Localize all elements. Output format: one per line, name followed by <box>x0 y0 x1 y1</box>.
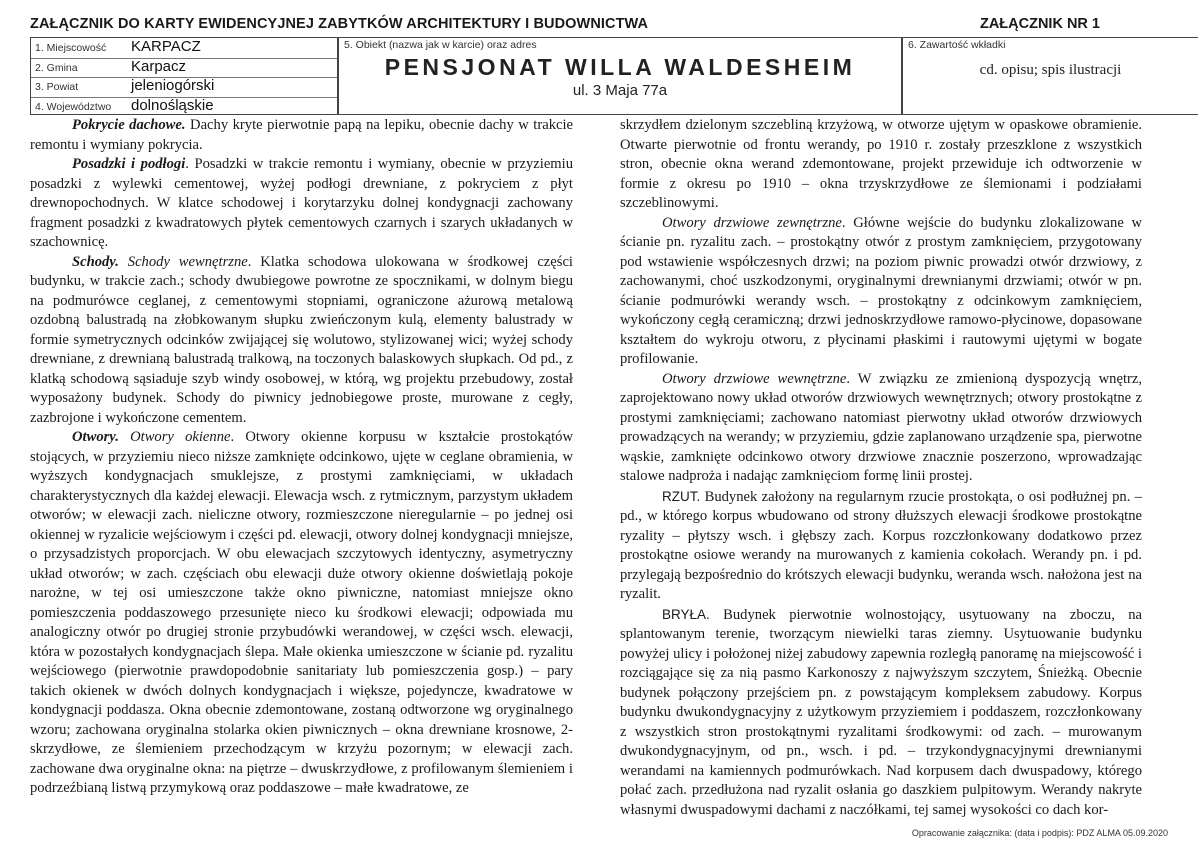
location-row-gmina <box>31 58 337 79</box>
location-row-powiat <box>31 77 337 98</box>
text-plan: Budynek założony na regularnym rzucie prostokąta, o osi podłużnej pn. –pd., w którego korpus wbudowano od strony dłuższych elewacji środkowe prostokątne ryzality – płytszy wsch. i głębszy zach. Korpus rozczłonkowany dodatkowo przez prostokątne osiowe werandy na murowanych z kamienia cokołach. Werandy pn. i pd. przylegają bezpośrednio do krótszych elewacji budynku, weranda wsch. nałożona jest na ryzalit. <box>620 488 1142 602</box>
wojewodztwo-value: dolnośląskie <box>131 96 214 114</box>
text-windows-cont: skrzydłem dzielonym szczebliną krzyżową, w otworze ujętym w opaskowe obramienie. Otwarte pierwotnie od frontu werandy, po 1910 r. zostały przeszklone z wszystkich stron, obecnie okna werand zdemontowane, projekt przewiduje ich odtworzenie w formie z okresu po 1910 – okna trzyskrzydłowe ze ślemionami i podziałami szczeblinowymi. <box>620 117 1142 211</box>
subheading-int-doors: Otwory drzwiowe wewnętrzne <box>662 370 847 387</box>
heading-openings: Otwory. <box>72 429 119 445</box>
text-column-right <box>620 116 1142 820</box>
gmina-label: 2. Gmina <box>35 61 78 74</box>
object-name: PENSJONAT WILLA WALDESHEIM <box>384 54 856 80</box>
text-windows: . Otwory okienne korpusu w kształcie prostokątów stojących, w przyziemiu nieco niższe zamknięte odcinkowo, ujęte w ceglane obramienia, w wyższych kondygnacjach smuklejsze, z prostymi zamknięciami, w układach charakterystycznych dla każdej elewacji. Elewacja wsch. z rytmicznym, parzystym układem otworów; w elewacji zach. nieliczne otwory, rozmieszczone nieregularnie – po jednej osi okiennej w ryzalicie wejściowym i części pd. elewacji, otwory dolnej kondygnacji mniejsze, o przysadzistych proporcjach. W obu elewacjach szczytowych identyczny, asymetryczny układ otworów; w zach. częściach obu elewacji duże otwory okienne doświetlają pokoje narożne, w tej osi umieszczone także okno piwniczne, natomiast mniejsze okno pomieszczenia poddaszowego przesunięte nieco ku środkowi elewacji; odpowiada mu analogiczny otwór po drugiej stronie przybudówki werandowej, w części wsch. elewacji, która w pozostałych kondygnacjach ślepa. Małe okienka umieszczone w ścianie pd. ryzalitu wejściowego (pierwotnie prawdopodobnie sanitariaty lub pomieszczenia gosp.) – pary takich okienek w dwóch dolnych kondygnacjach i większe, pojedyncze, kwadratowe w kondygnacji poddasza. Okna obecnie zdemontowane, zostaną odtworzone wg oryginalnego wzoru; zachowana oryginalna stolarka okien piwnicznych – okna drewniane krosnowe, 2-skrzydłowe, ze ślemieniem przechodzącym w krzyżu pozornym; w elewacji zach. zachowane dwa oryginalne okna: na piętrze – dwuskrzydłowe, z profilowanym ślemieniem i podrzeźbianą listwą przymykową oraz poddaszowe – małe kwadratowe, ze <box>30 429 573 796</box>
paragraph-openings <box>30 428 573 799</box>
paragraph-int-doors <box>620 370 1142 487</box>
text-floors: . Posadzki w trakcie remontu i wymiany, obecnie w przyziemiu posadzki z wylewki cementowej, wyżej podłogi drewniane, z pokryciem z płyt drewnopochodnych. W klatce schodowej i korytarzyku dolnej kondygnacji zachowany fragment posadzki z kwadratowych płytek cementowych czarnych i szarych układanych w szachownicę. <box>30 156 573 250</box>
subheading-stairs: Schody wewnętrzne <box>118 253 248 270</box>
paragraph-floors <box>30 155 573 253</box>
text-column-left <box>30 116 573 799</box>
paragraph-windows-cont <box>620 116 1142 214</box>
paragraph-roofing <box>30 116 573 155</box>
contents-box <box>902 37 1198 115</box>
miejscowosc-value: KARPACZ <box>131 38 201 55</box>
powiat-label: 3. Powiat <box>35 81 79 93</box>
text-int-doors: . W związku ze zmienioną dyspozycją wnętrz, zaprojektowano nowy układ otworów drzwiowych wewnętrznych; otwory prostokątne z prostymi zamknięciami; zachowano natomiast pierwotny układ otworów drzwiowych prowadzących na werandy; w przyziemiu, gdzie zaplanowano urządzenie spa, pierwotne wąskie, zamknięte odcinkowo otwory drzwiowe znacznie poszerzono, wprowadzając stalowe nadproża i nadając zamknięciom formę linii prostej. <box>620 370 1142 484</box>
paragraph-plan <box>620 487 1142 605</box>
subheading-ext-doors: Otwory drzwiowe zewnętrzne <box>662 214 842 231</box>
heading-massing: BRYŁA. <box>662 606 710 622</box>
paragraph-ext-doors <box>620 214 1142 370</box>
object-box <box>338 37 902 115</box>
text-massing: Budynek pierwotnie wolnostojący, usytuowany na zboczu, na splantowanym terenie, tworzącym niewielki taras ziemny. Usytuowanie budynku powyżej ulicy i położonej niżej zabudowy zapewnia rozległą panoramę na miejscowość i rozciągające się za nią pasmo Karkonoszy z najwyższym szczytem, Śnieżką. Obecnie budynek połączony przejściem pn. z powstającym kompleksem zabudowy. Korpus budynku dwukondygnacyjny z użytkowym przyziemiem i poddaszem, rozczłonkowany z wszystkich stron prostokątnymi ryzalitami środkowymi: od zach. – murowanym dwukondygnacyjnym, od pn., wsch. i pd. – trzykondygnacyjnymi drewnianymi werandami na kamiennych podmurówkach. Nad korpusem dach dwuspadowy, którego połać zach. przedłużona nad ryzalit osłania go daszkiem pulpitowym. Werandy nakryte własnymi dwuspadowymi dachami z naczółkami, tej samej wysokości co dach kor- <box>620 606 1142 818</box>
contents-label: 6. Zawartość wkładki <box>908 39 1006 51</box>
subheading-windows: Otwory okienne <box>118 429 231 445</box>
gmina-value: Karpacz <box>131 57 187 75</box>
annex-number: ZAŁĄCZNIK NR 1 <box>979 16 1100 32</box>
location-row-miejscowosc <box>31 38 337 59</box>
contents-value: cd. opisu; spis ilustracji <box>979 62 1122 78</box>
heading-roofing: Pokrycie dachowe. <box>72 117 186 133</box>
heading-stairs: Schody. <box>72 253 119 270</box>
text-stairs: . Klatka schodowa ulokowana w środkowej części budynku, w trakcie zach.; schody dwubiegowe powrotne ze spocznikami, w dolnym biegu na podmurówce ceglanej, z cementowymi stopniami, ograniczone ażurową metalową ozdobną balustradą na złobkowanym słupku zwieńczonym kulą, elementy balustrady w formie symetrycznych odcinków zwijającej się wolutowo, stylizowanej wici; wyżej schody drewniane, z drewnianą balustradą tralkową, na toczonych balaskowych słupkach. Od pd., z klatką schodową sąsiaduje szyb windy osobowej, w którą, wg projektu przebudowy, został wyposażony budynek. Schody do piwnicy jednobiegowe proste, murowane z cegły, zazbrojone i wykończone cementem. <box>30 253 573 426</box>
heading-floors: Posadzki i podłogi <box>72 156 186 172</box>
wojewodztwo-label: 4. Województwo <box>35 100 112 113</box>
miejscowosc-label: 1. Miejscowość <box>35 42 107 54</box>
text-ext-doors: . Główne wejście do budynku zlokalizowane w ścianie pn. ryzalitu zach. – prostokątny otwór z prostym zamknięciem, przygotowany pod wstawienie współczesnych drzwi; na poziom piwnic prowadzi otwór drzwiowy, z zachowanymi, choć uszkodzonymi, oryginalnymi drewnianymi drzwiami; otwór w pn. ścianie podmurówki werandy wsch. – prostokątny z odcinkowym zamknięciem, wykończony cegłą ceramiczną; drzwi jednoskrzydłowe ramowo-płycinowe, dopasowane kształtem do wykroju otworu, z płycinami płaskimi i rautowymi ujętymi w bogate profilowanie. <box>620 214 1142 367</box>
object-address: ul. 3 Maja 77a <box>572 82 668 99</box>
powiat-value: jeleniogórski <box>131 77 215 94</box>
location-box <box>30 37 338 115</box>
footer-signature: Opracowanie załącznika: (data i podpis): PDZ ALMA 05.09.2020 <box>911 828 1168 838</box>
object-label: 5. Obiekt (nazwa jak w karcie) oraz adres <box>344 39 537 51</box>
heading-plan: RZUT. <box>662 488 701 504</box>
paragraph-massing <box>620 605 1142 821</box>
text-roofing: Dachy kryte pierwotnie papą na lepiku, obecnie dachy w trakcie remontu i wymiany pokrycia. <box>30 117 573 153</box>
location-row-wojewodztwo <box>31 97 337 117</box>
paragraph-stairs <box>30 253 573 429</box>
annex-title: ZAŁĄCZNIK DO KARTY EWIDENCYJNEJ ZABYTKÓW ARCHITEKTURY I BUDOWNICTWA <box>30 16 649 32</box>
